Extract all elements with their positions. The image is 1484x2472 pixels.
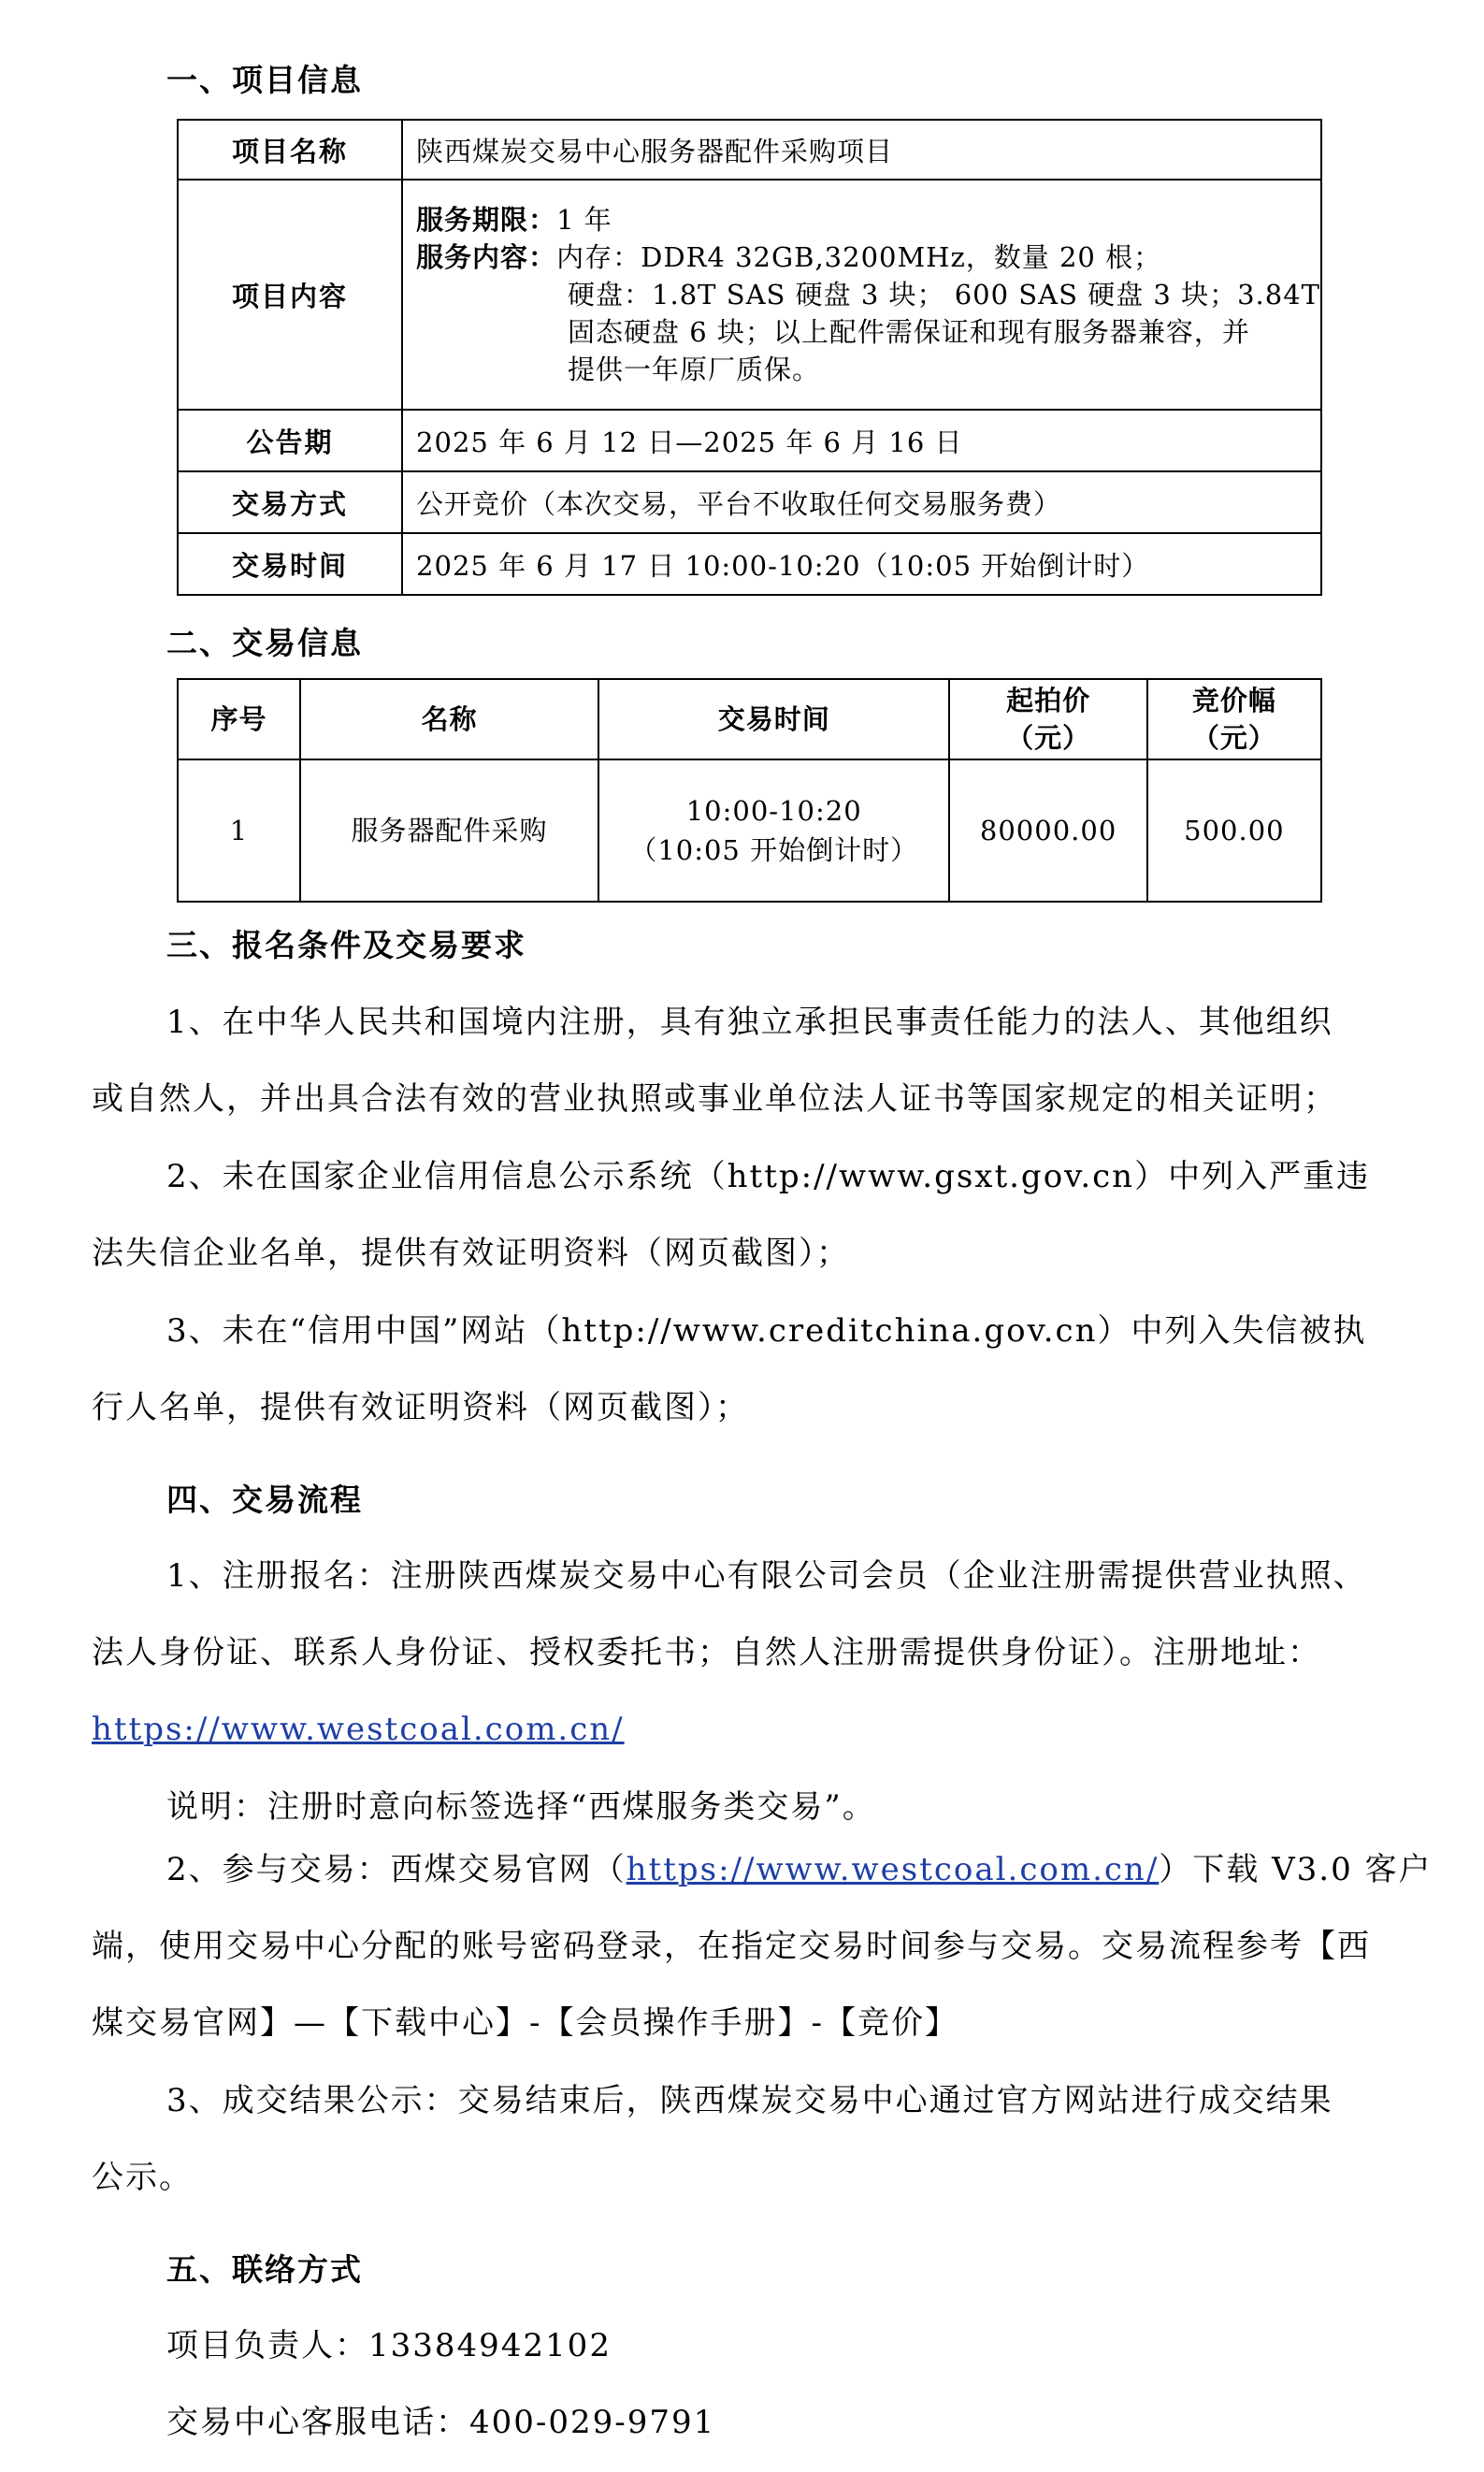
header-name: 名称 (300, 679, 598, 759)
table-row (178, 471, 1321, 533)
service-hotline: 交易中心客服电话：400-029-9791 (166, 2404, 716, 2441)
trade-time-label: 交易时间 (178, 533, 402, 595)
project-content-value (402, 180, 1321, 410)
process-2-line3: 煤交易官网】—【下载中心】-【会员操作手册】-【竞价】 (92, 2004, 958, 2042)
process-1-line1: 1、注册报名：注册陕西煤炭交易中心有限公司会员（企业注册需提供营业执照、 (166, 1557, 1367, 1595)
cell-name: 服务器配件采购 (300, 759, 598, 902)
service-term-label: 服务期限： (416, 204, 557, 236)
header-start-price (949, 679, 1146, 759)
project-name-label: 项目名称 (178, 120, 402, 180)
requirement-2-line1: 2、未在国家企业信用信息公示系统（http://www.gsxt.gov.cn）中列入严重违 (166, 1158, 1371, 1195)
table-row (178, 120, 1321, 180)
service-content-label: 服务内容： (416, 241, 557, 273)
process-2-line2: 端，使用交易中心分配的账号密码登录，在指定交易时间参与交易。交易流程参考【西 (92, 1928, 1371, 1965)
trade-method-value: 公开竞价（本次交易，平台不收取任何交易服务费） (402, 471, 1321, 533)
header-no: 序号 (178, 679, 300, 759)
header-bid-step-line1: 竞价幅 (1191, 685, 1276, 716)
requirement-3-line1: 3、未在“信用中国”网站（http://www.creditchina.gov.cn）中列入失信被执 (166, 1312, 1367, 1350)
table-header-row (178, 679, 1321, 759)
header-start-price-line2: （元） (1006, 722, 1091, 754)
cell-time-line1: 10:00-10:20 (685, 795, 862, 827)
section-heading-requirements: 三、报名条件及交易要求 (166, 927, 526, 963)
table-row (178, 533, 1321, 595)
project-info-table (177, 119, 1322, 596)
section-heading-contact: 五、联络方式 (166, 2251, 363, 2288)
process-2-prefix: 2、参与交易：西煤交易官网（ (166, 1851, 627, 1888)
process-2-line1 (166, 1831, 1433, 1908)
trade-info-table (177, 678, 1322, 903)
table-row (178, 410, 1321, 471)
cell-time (598, 759, 949, 902)
requirement-1-line1: 1、在中华人民共和国境内注册，具有独立承担民事责任能力的法人、其他组织 (166, 1004, 1333, 1041)
project-name-value: 陕西煤炭交易中心服务器配件采购项目 (402, 120, 1321, 180)
requirement-2-line2: 法失信企业名单，提供有效证明资料（网页截图）； (92, 1235, 850, 1272)
cell-no: 1 (178, 759, 300, 902)
header-time: 交易时间 (598, 679, 949, 759)
trade-time-value: 2025 年 6 月 17 日 10:00-10:20（10:05 开始倒计时） (402, 533, 1321, 595)
process-3-line2: 公示。 (92, 2159, 193, 2196)
registration-link[interactable]: https://www.westcoal.com.cn/ (92, 1711, 625, 1748)
requirement-3-line2: 行人名单，提供有效证明资料（网页截图）； (92, 1389, 749, 1426)
section-heading-project-info: 一、项目信息 (166, 62, 363, 98)
registration-note: 说明：注册时意向标签选择“西煤服务类交易”。 (166, 1788, 876, 1826)
header-bid-step (1147, 679, 1321, 759)
trade-method-label: 交易方式 (178, 471, 402, 533)
service-content-line: 提供一年原厂质保。 (568, 354, 821, 385)
process-3-line1: 3、成交结果公示：交易结束后，陕西煤炭交易中心通过官方网站进行成交结果 (166, 2082, 1333, 2119)
notice-period-label: 公告期 (178, 410, 402, 471)
table-row (178, 180, 1321, 410)
section-heading-process: 四、交易流程 (166, 1482, 363, 1518)
project-content-label: 项目内容 (178, 180, 402, 410)
service-term-value: 1 年 (556, 204, 612, 236)
header-bid-step-line2: （元） (1191, 722, 1276, 754)
service-content-line: 硬盘：1.8T SAS 硬盘 3 块； 600 SAS 硬盘 3 块；3.84T (568, 279, 1320, 311)
table-row (178, 759, 1321, 902)
cell-start-price: 80000.00 (949, 759, 1146, 902)
westcoal-link[interactable]: https://www.westcoal.com.cn/ (626, 1851, 1160, 1888)
requirement-1-line2: 或自然人，并出具合法有效的营业执照或事业单位法人证书等国家规定的相关证明； (92, 1080, 1337, 1118)
notice-period-value: 2025 年 6 月 12 日—2025 年 6 月 16 日 (402, 410, 1321, 471)
process-2-suffix: ）下载 V3.0 客户 (1159, 1851, 1433, 1888)
cell-time-line2: （10:05 开始倒计时） (629, 834, 919, 866)
project-manager-contact: 项目负责人：13384942102 (166, 2327, 612, 2364)
section-heading-trade-info: 二、交易信息 (166, 625, 363, 661)
header-start-price-line1: 起拍价 (1006, 685, 1091, 716)
cell-bid-step: 500.00 (1147, 759, 1321, 902)
service-content-line: 固态硬盘 6 块；以上配件需保证和现有服务器兼容，并 (568, 316, 1250, 348)
process-1-line2: 法人身份证、联系人身份证、授权委托书；自然人注册需提供身份证）。注册地址： (92, 1634, 1321, 1671)
service-content-line: 内存：DDR4 32GB,3200MHz，数量 20 根； (556, 241, 1162, 273)
